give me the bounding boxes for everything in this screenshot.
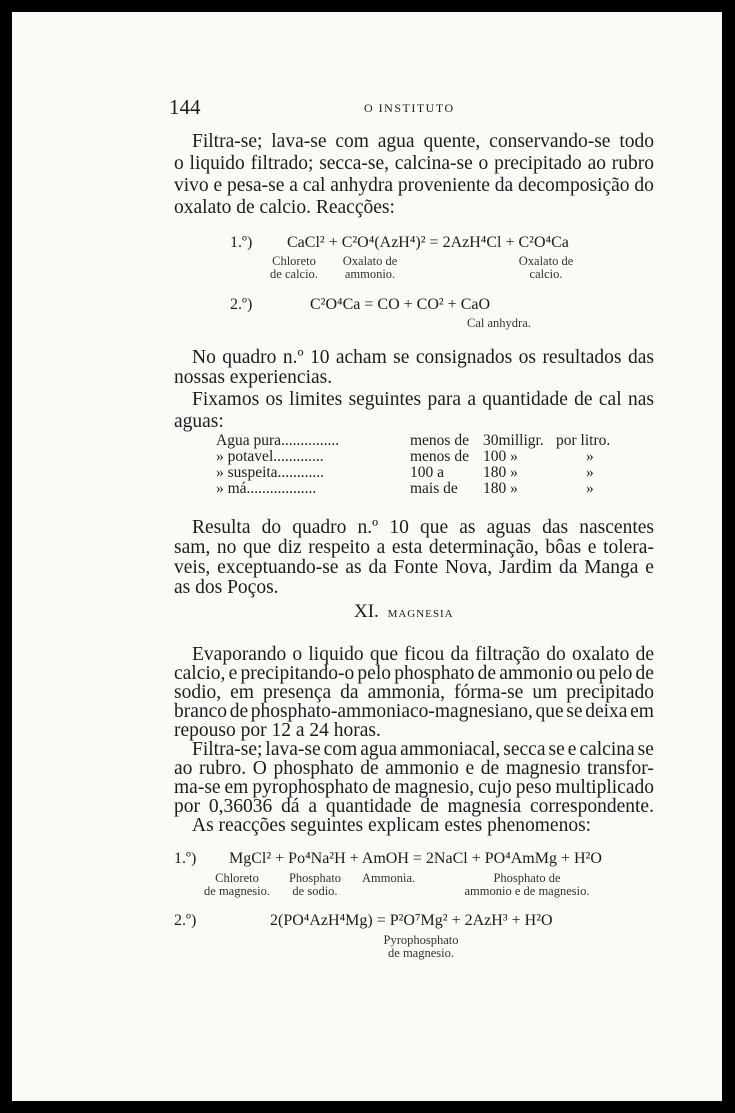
chemical-equation: MgCl² + Po⁴Na²H + AmOH = 2NaCl + PO⁴AmMg + H²O xyxy=(229,850,602,867)
text-line: Fixamos os limites seguintes para a quantidade de cal nas xyxy=(192,389,654,410)
paragraph xyxy=(174,348,654,434)
text-line: as dos Poços. xyxy=(174,577,279,598)
equation-label: Phosphato de ammonio e de magnesio. xyxy=(464,871,590,898)
page-number: 144 xyxy=(169,95,201,119)
section-title: MAGNESIA xyxy=(387,608,454,620)
section-numeral: XI. xyxy=(354,601,379,622)
chemical-equation: 2(PO⁴AzH⁴Mg) = P²O⁷Mg² + 2AzH³ + H²O xyxy=(270,912,553,929)
equation-label: Ammonia. xyxy=(362,871,416,885)
text-line: sam, no que diz respeito a esta determinação, bôas e tolera- xyxy=(174,537,654,558)
text-line: Filtra-se; lava-se com agua quente, conservando-se todo xyxy=(192,131,654,152)
text-line: por 0,36036 dá a quantidade de magnesia correspondente. xyxy=(174,796,654,817)
text-line: aguas: xyxy=(174,411,224,432)
equation-label: Oxalato de ammonio. xyxy=(342,254,398,281)
text-line: Evaporando o liquido que ficou da filtração do oxalato de xyxy=(192,644,654,665)
text-line: oxalato de calcio. Reacções: xyxy=(174,197,395,218)
text-line: sodio, em presença da ammonia, fórma-se um precipitado xyxy=(174,682,654,703)
text-line: veis, exceptuando-se as da Fonte Nova, Jardim da Manga e xyxy=(174,557,654,578)
chemical-equation: CaCl² + C²O⁴(AzH⁴)² = 2AzH⁴Cl + C²O⁴Ca xyxy=(287,234,569,251)
text-line: repouso por 12 a 24 horas. xyxy=(174,720,381,741)
reaction-number: 1.º) xyxy=(174,850,197,867)
equation-label: Chloreto de magnesio. xyxy=(204,871,270,898)
paragraph xyxy=(174,518,654,598)
equation-label: Phosphato de sodio. xyxy=(288,871,342,898)
reaction-number: 2.º) xyxy=(174,912,197,929)
equation-label: Oxalato de calcio. xyxy=(518,254,574,281)
text-line: ma-se em pyrophosphato de magnesio, cujo peso multiplicado xyxy=(174,777,654,798)
equation-label: Pyrophosphato de magnesio. xyxy=(383,933,459,960)
text-line: As reacções seguintes explicam estes phenomenos: xyxy=(192,815,592,836)
text-line: o liquido filtrado; secca-se, calcina-se o precipitado ao rubro xyxy=(174,153,654,174)
running-title: O INSTITUTO xyxy=(364,101,455,115)
text-line: Resulta do quadro n.º 10 que as aguas das nascentes xyxy=(192,517,654,538)
reaction-number: 2.º) xyxy=(230,296,253,313)
chemical-equation: C²O⁴Ca = CO + CO² + CaO xyxy=(310,296,491,313)
paragraph xyxy=(174,645,654,835)
text-line: Filtra-se; lava-se com agua ammoniacal, secca se e calcina se xyxy=(192,739,654,760)
text-line: nossas experiencias. xyxy=(174,367,333,388)
equation-label: Chloreto de calcio. xyxy=(270,254,318,281)
reaction-number: 1.º) xyxy=(230,234,253,251)
text-line: ao rubro. O phosphato de ammonio e de magnesio transfor- xyxy=(174,758,654,779)
text-line: branco de phosphato-ammoniaco-magnesiano, que se deixa em xyxy=(174,701,654,722)
section-heading xyxy=(354,601,454,623)
text-line: vivo e pesa-se a cal anhydra proveniente da decomposição do xyxy=(174,175,654,196)
text-line: calcio, e precipitando-o pelo phosphato de ammonio ou pelo de xyxy=(174,663,654,684)
book-page: 144 O INSTITUTO Filtra-se; lava-se com agua quente, conservando-se todo o liquido filtrado; secca-se, calcina-se o precipitado ao rubro vivo e pesa-se a cal anhydra proveniente da decomposição do oxalato de calcio. Reacções: 1.º) CaCl² + C²O⁴(AzH⁴)² = 2AzH⁴Cl + C²O⁴Ca Chloreto de calcio. Oxalato de ammonio. Oxalato de calcio. 2.º) C²O⁴Ca = CO + CO² + CaO Cal anhydra. No quadro n.º 10 acham se consignados os resultados das nossas experiencias. Fixamos os limites seguintes para a quantidade de cal nas aguas: Agua pura............... menos de 30milligr. por litro. » potavel............. menos de 100 » » » suspeita............ 100 a 180 » » » má.................. mais de 180 » » Resulta do quadro n.º 10 que as aguas das nascentes sam, no que diz respeito a esta determinação, bôas e tolera- veis, exceptuando-se as da Fonte Nova, Jardim da Manga e as dos Poços. XI. MAGNESIA Evaporando o liquido que ficou da filtração do oxalato de calcio, e precipitando-o pelo phosphato de ammonio ou pelo de sodio, em presença da ammonia, fórma-se um precipitado branco de phosphato-ammoniaco-magnesiano, que se deixa em repouso por 12 a 24 horas. Filtra-se; lava-se com agua ammoniacal, secca se e calcina se ao rubro. O phosphato de ammonio e de magnesio transfor- ma-se em pyrophosphato de magnesio, cujo peso multiplicado por 0,36036 dá a quantidade de magnesia correspondente. As reacções seguintes explicam estes phenomenos: 1.º) MgCl² + Po⁴Na²H + AmOH = 2NaCl + PO⁴AmMg + H²O Chloreto de magnesio. Phosphato de sodio. Ammonia. Phosphato de ammonio e de magnesio. 2.º) 2(PO⁴AzH⁴Mg) = P²O⁷Mg² + 2AzH³ + H²O Pyrophosphato de magnesio. xyxy=(12,12,722,1101)
text-line: No quadro n.º 10 acham se consignados os resultados das xyxy=(192,347,654,368)
equation-label: Cal anhydra. xyxy=(467,316,531,330)
intro-paragraph xyxy=(174,132,654,220)
